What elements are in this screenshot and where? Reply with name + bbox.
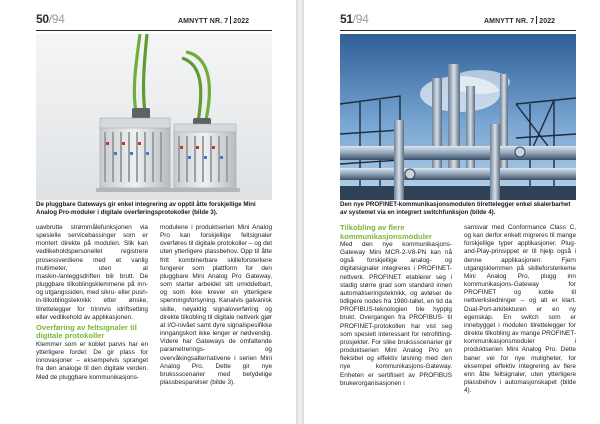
right-page [304,0,600,424]
body-paragraph: samsvar med Conformance Class C, og kan derfor enkelt migreres til mange forskjellige typer applikasjoner. Plug-and-Play-prinsippet er til hjelp også i denne applikasjonen: Fjern utgangsklemmen på skilleforsterkeme Mini Analog Pro, plugg inn kommunikasjons-Gateway for PROFINET og koble til nettverksledninger – og alt er klart. Dual-Port-arkitekturen er en ny egenskap. En switch som er innebygget i modulen tilrettelegger for direkte tilkobling av mange PROFINET-kommunikasjonsmoduler i produktserien Mini Analog Pro. Dette baner vei for nye muligheter, for eksempel effektiv integrering av flere enn åtte feltsignaler, uten ytterligere plassbehov i automasjonskapet (bilde 4). [464,224,576,395]
issue-label: AMNYTT NR. 7 2022 [484,18,556,25]
left-page [0,0,296,424]
photo-caption: Den nye PROFINET-kommunikasjonsmodulen tilrettelegger enkel skalerbarhet av systemet via en integrert switchfunksjon (bilde 4). [340,201,571,216]
article-column-2 [160,224,272,387]
header-rule [36,30,272,31]
page-header [304,0,600,34]
body-paragraph: modulene i produktserien Mini Analog Pro kan forskjellige feltsignaler overføres til digitale protokoller – og det uten ytterligere plassbehov. Opp til åtte fritt kombinerbare skilleforsterkere fungerer som plattform for den pluggbare Mini Analog Pro Gateway, som starter arbeidet sitt umiddelbart, og som ikke krever en ytterligere spenningsforsyning. Kanalvis galvanisk skille, nøyaktig signaloverføring og direkte tilkobling til digitale nettverk gjør at I/O-nivået samt dyre signalspesifikke inngangskort ikke lenger er nødvendig. Videre har Gateways de omfattende parametrerings- og overvåkingsalternativene i serien Mini Analog Pro. Dette gir nye brukssscenarier med betydelige plassbesparelser (bilde 3). [160,224,272,386]
article-column-1 [340,224,452,388]
article-column-2 [464,224,576,395]
product-photo [36,34,272,200]
article-column-1 [36,224,148,382]
body-paragraph: Med den nye kommunikasjons-Gateway Mini MCR-2-V8-PN kan nå også forskjellige analog- og digitalsignaler integreres i PROFINET-nettverk. PROFINET etablerer seg i stadig større grad som standard innen automatiseringsteknikk, og avløser de tidligere nodes fra 1980-tallet, en tid da PROFIBUS-teknologien ble hyppig brukt. Overgangen fra PROFIBUS- til PROFINET-protokollen har vist seg som spesielt interessant for retrofitting-prosjekter. For slike brukssscenarier gir produktserien Mini Analog Pro en fleksibel og effektiv løsning med den nye kommunikasjons-Gateway. Enheten er sertifisert av PROFIBUS brukerorganisasjonen i [340,241,452,387]
body-paragraph: Klemmer som er koblet parvis har en ytterligere fordel: De gir plass for innovasjoner – eksempelvis spranget fra den analoge til den digitale verden. Med de pluggbare kommunikasjons- [36,340,148,381]
photo-caption: De pluggbare Gateways gir enkel integrering av opptil åtte forskjellige Mini Analog Pro-moduler i digitale overføringsprotokoller (bilde 3). [36,201,256,216]
section-heading: Overføring av feltsignaler til digitale protokoller [36,322,137,341]
page-header [0,0,296,34]
issue-label: AMNYTT NR. 7 2022 [178,18,250,25]
page-number: 50/94 [36,12,65,26]
header-rule [340,30,576,31]
body-paragraph: uavbrutte strømmålefunksjonen via spesielle servicebassinger som er montert direkte på modulen. Slik kan vedlikeholdspersonellet registrere prosessverdiene med et vanlig multimeter, uten at maskin-/anleggsdriften blir brutt. De pluggbare tilkoblingsklemmene på inn- og utgangssiden, med sikru- eller push-in-tilkoblingsteknikk etter ønske, tilrettelegger for trinnvis idriftsetting eller vedlikehold av applikasjonen. [36,224,148,321]
section-heading: Tilkobling av flere kommunikasjonsmoduler [340,223,432,241]
page-number: 51/94 [340,12,369,26]
page-gutter [296,0,304,424]
industrial-plant-photo [340,34,576,200]
